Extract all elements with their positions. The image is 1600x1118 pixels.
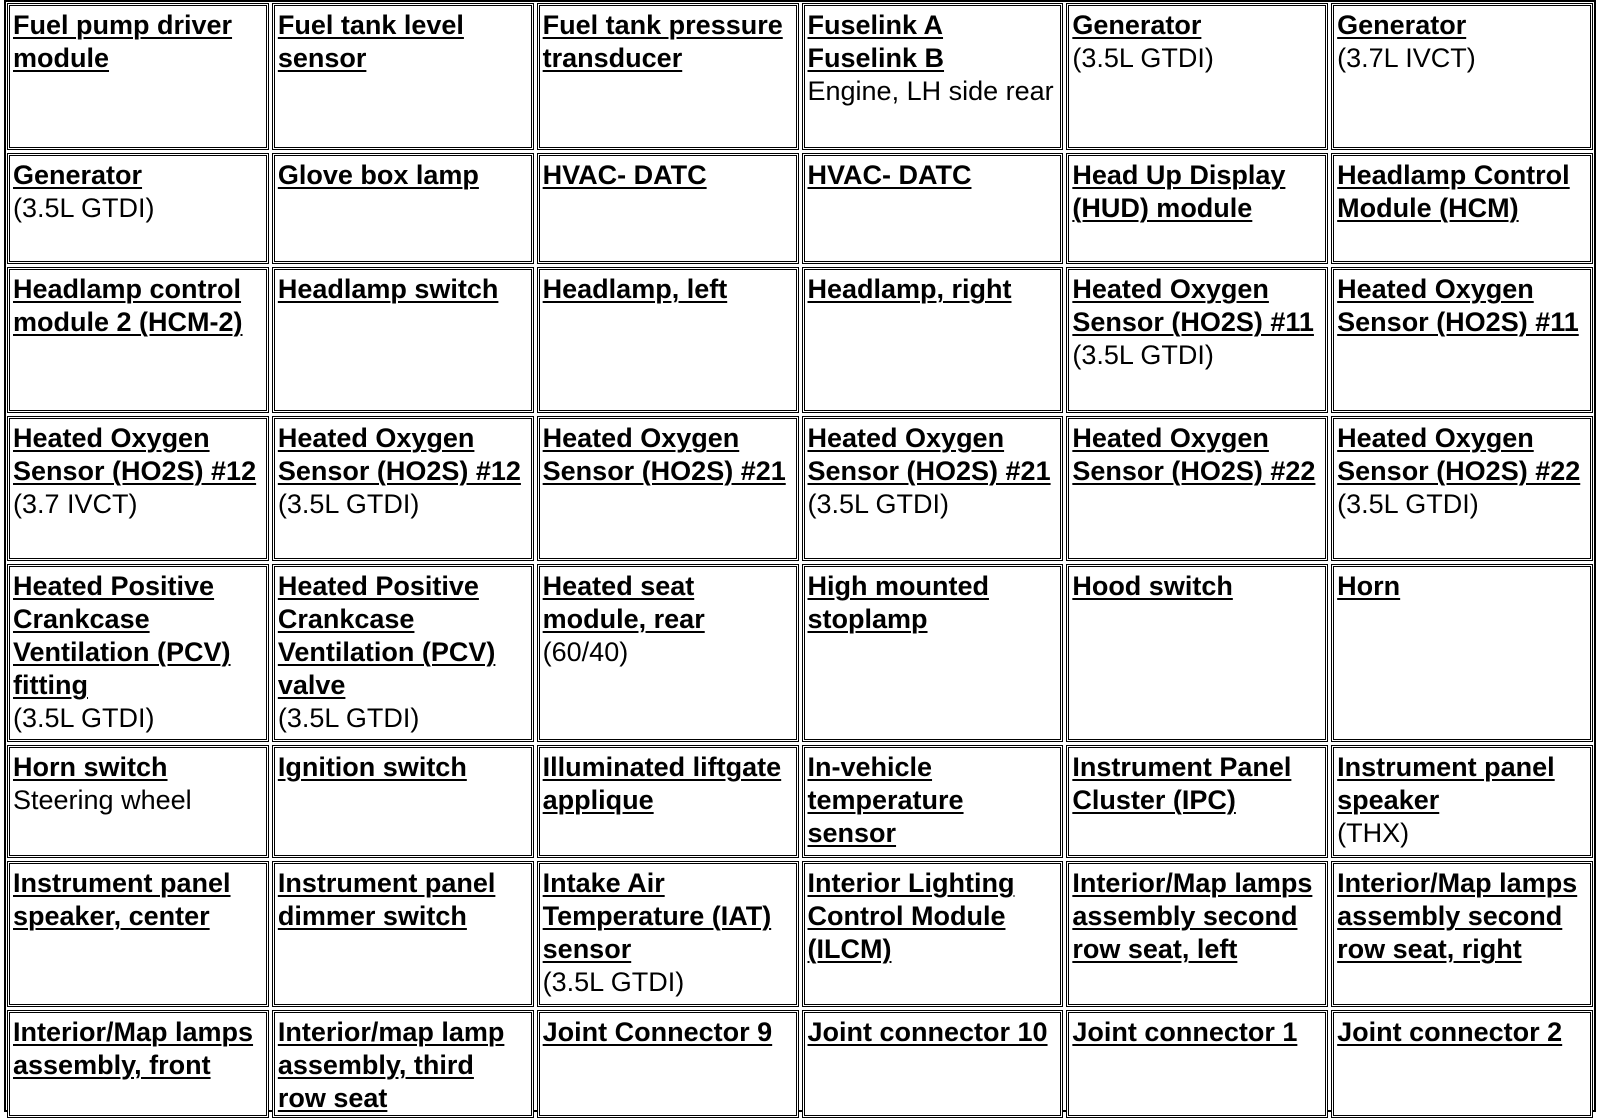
component-location-note: (3.5L GTDI) [807, 489, 950, 519]
table-cell [802, 1010, 1064, 1118]
table-cell [802, 153, 1064, 264]
component-link[interactable]: Instrument panel speaker [1337, 752, 1555, 815]
component-link[interactable]: Joint connector 2 [1337, 1017, 1563, 1047]
component-link[interactable]: Headlamp, right [807, 274, 1012, 304]
table-cell [7, 3, 269, 150]
component-link[interactable]: Horn switch [13, 752, 168, 782]
component-location-note: (3.5L GTDI) [542, 967, 685, 997]
table-cell [1066, 745, 1328, 858]
table-cell [7, 745, 269, 858]
table-cell [1066, 153, 1328, 264]
table-cell [537, 3, 799, 150]
table-cell [7, 153, 269, 264]
table-cell [1066, 861, 1328, 1007]
table-cell [802, 3, 1064, 150]
component-link[interactable]: Fuel tank pressure transducer [542, 10, 783, 73]
component-location-note: (3.5L GTDI) [13, 193, 155, 223]
table-cell [537, 153, 799, 264]
table-cell [272, 564, 534, 742]
component-link[interactable]: Headlamp, left [542, 274, 728, 304]
table-cell [272, 3, 534, 150]
table-cell [1331, 416, 1593, 561]
table-cell [1066, 1010, 1328, 1118]
table-cell [272, 745, 534, 858]
component-link[interactable]: Heated Oxygen Sensor (HO2S) #11 [1337, 274, 1579, 337]
component-link[interactable]: Fuel tank level sensor [277, 10, 464, 73]
table-cell [802, 861, 1064, 1007]
component-location-note: Engine, LH side rear [807, 76, 1054, 106]
component-link[interactable]: HVAC- DATC [807, 160, 972, 190]
component-location-note: (3.5L GTDI) [1072, 43, 1214, 73]
table-cell [802, 267, 1064, 413]
component-link[interactable]: Heated Oxygen Sensor (HO2S) #12 [277, 423, 521, 486]
table-cell [537, 861, 799, 1007]
table-cell [537, 745, 799, 858]
component-link[interactable]: Headlamp Control Module (HCM) [1337, 160, 1570, 223]
component-link[interactable]: Heated Positive Crankcase Ventilation (PCV) fitting [13, 571, 231, 700]
component-link[interactable]: High mounted stoplamp [807, 571, 989, 634]
table-cell [537, 1010, 799, 1118]
component-link[interactable]: Interior Lighting Control Module (ILCM) [807, 868, 1015, 964]
table-cell [272, 1010, 534, 1118]
component-link[interactable]: Generator [13, 160, 143, 190]
component-location-note: (3.5L GTDI) [1072, 340, 1214, 370]
component-link[interactable]: Intake Air Temperature (IAT) sensor [542, 868, 772, 964]
component-link[interactable]: Hood switch [1072, 571, 1233, 601]
table-cell [1331, 745, 1593, 858]
table-cell [1066, 267, 1328, 413]
component-location-note: (3.5L GTDI) [13, 703, 155, 733]
component-link[interactable]: Head Up Display (HUD) module [1072, 160, 1286, 223]
component-link[interactable]: Heated Positive Crankcase Ventilation (PCV) valve [277, 571, 496, 700]
component-location-note: (3.5L GTDI) [277, 703, 420, 733]
component-link[interactable]: HVAC- DATC [542, 160, 707, 190]
table-cell [272, 416, 534, 561]
component-location-note: Steering wheel [13, 785, 192, 815]
table-cell [802, 745, 1064, 858]
component-link[interactable]: Heated Oxygen Sensor (HO2S) #11 [1072, 274, 1314, 337]
component-link[interactable]: Interior/Map lamps assembly, front [13, 1017, 254, 1080]
component-link[interactable]: Fuselink A Fuselink B [807, 10, 945, 73]
component-link[interactable]: Heated Oxygen Sensor (HO2S) #21 [542, 423, 786, 486]
table-cell [1331, 564, 1593, 742]
table-cell [802, 564, 1064, 742]
component-link[interactable]: Glove box lamp [277, 160, 479, 190]
component-link[interactable]: Interior/Map lamps assembly second row seat, right [1337, 868, 1578, 964]
table-cell [7, 1010, 269, 1118]
component-location-note: (3.7 IVCT) [13, 489, 138, 519]
table-cell [1331, 153, 1593, 264]
component-location-note: (3.7L IVCT) [1337, 43, 1476, 73]
table-cell [7, 564, 269, 742]
table-cell [802, 416, 1064, 561]
component-link[interactable]: Heated Oxygen Sensor (HO2S) #12 [13, 423, 257, 486]
table-cell [1331, 861, 1593, 1007]
table-cell [1066, 3, 1328, 150]
table-cell [272, 153, 534, 264]
component-link[interactable]: Joint connector 1 [1072, 1017, 1298, 1047]
table-cell [537, 416, 799, 561]
component-link[interactable]: Joint connector 10 [807, 1017, 1048, 1047]
component-link[interactable]: Heated Oxygen Sensor (HO2S) #21 [807, 423, 1051, 486]
component-link[interactable]: Heated Oxygen Sensor (HO2S) #22 [1337, 423, 1581, 486]
table-cell [272, 267, 534, 413]
component-location-note: (THX) [1337, 818, 1410, 848]
table-cell [1066, 416, 1328, 561]
component-link[interactable]: Instrument panel dimmer switch [277, 868, 496, 931]
table-cell [7, 267, 269, 413]
component-link[interactable]: Generator [1072, 10, 1202, 40]
component-link[interactable]: Instrument Panel Cluster (IPC) [1072, 752, 1292, 815]
component-link[interactable]: Illuminated liftgate applique [542, 752, 782, 815]
table-cell [1331, 267, 1593, 413]
component-link[interactable]: Horn [1337, 571, 1401, 601]
component-location-note: (3.5L GTDI) [277, 489, 420, 519]
component-link[interactable]: In-vehicle temperature sensor [807, 752, 964, 848]
component-link[interactable]: Headlamp switch [277, 274, 499, 304]
component-link[interactable]: Ignition switch [277, 752, 467, 782]
component-link[interactable]: Fuel pump driver module [13, 10, 233, 73]
table-cell [1066, 564, 1328, 742]
component-index-table [4, 0, 1596, 1112]
component-link[interactable]: Instrument panel speaker, center [13, 868, 231, 931]
component-link[interactable]: Heated Oxygen Sensor (HO2S) #22 [1072, 423, 1316, 486]
component-location-note: (60/40) [542, 637, 629, 667]
table-cell [537, 564, 799, 742]
table-cell [1331, 1010, 1593, 1118]
table-cell [7, 861, 269, 1007]
component-link[interactable]: Interior/Map lamps assembly second row seat, left [1072, 868, 1313, 964]
table-cell [1331, 3, 1593, 150]
component-link[interactable]: Headlamp control module 2 (HCM-2) [13, 274, 243, 337]
table-cell [272, 861, 534, 1007]
component-link[interactable]: Joint Connector 9 [542, 1017, 773, 1047]
table-cell [537, 267, 799, 413]
component-link[interactable]: Generator [1337, 10, 1467, 40]
table-cell [7, 416, 269, 561]
component-link[interactable]: Interior/map lamp assembly, third row seat [277, 1017, 505, 1113]
component-link[interactable]: Heated seat module, rear [542, 571, 705, 634]
component-location-note: (3.5L GTDI) [1337, 489, 1479, 519]
